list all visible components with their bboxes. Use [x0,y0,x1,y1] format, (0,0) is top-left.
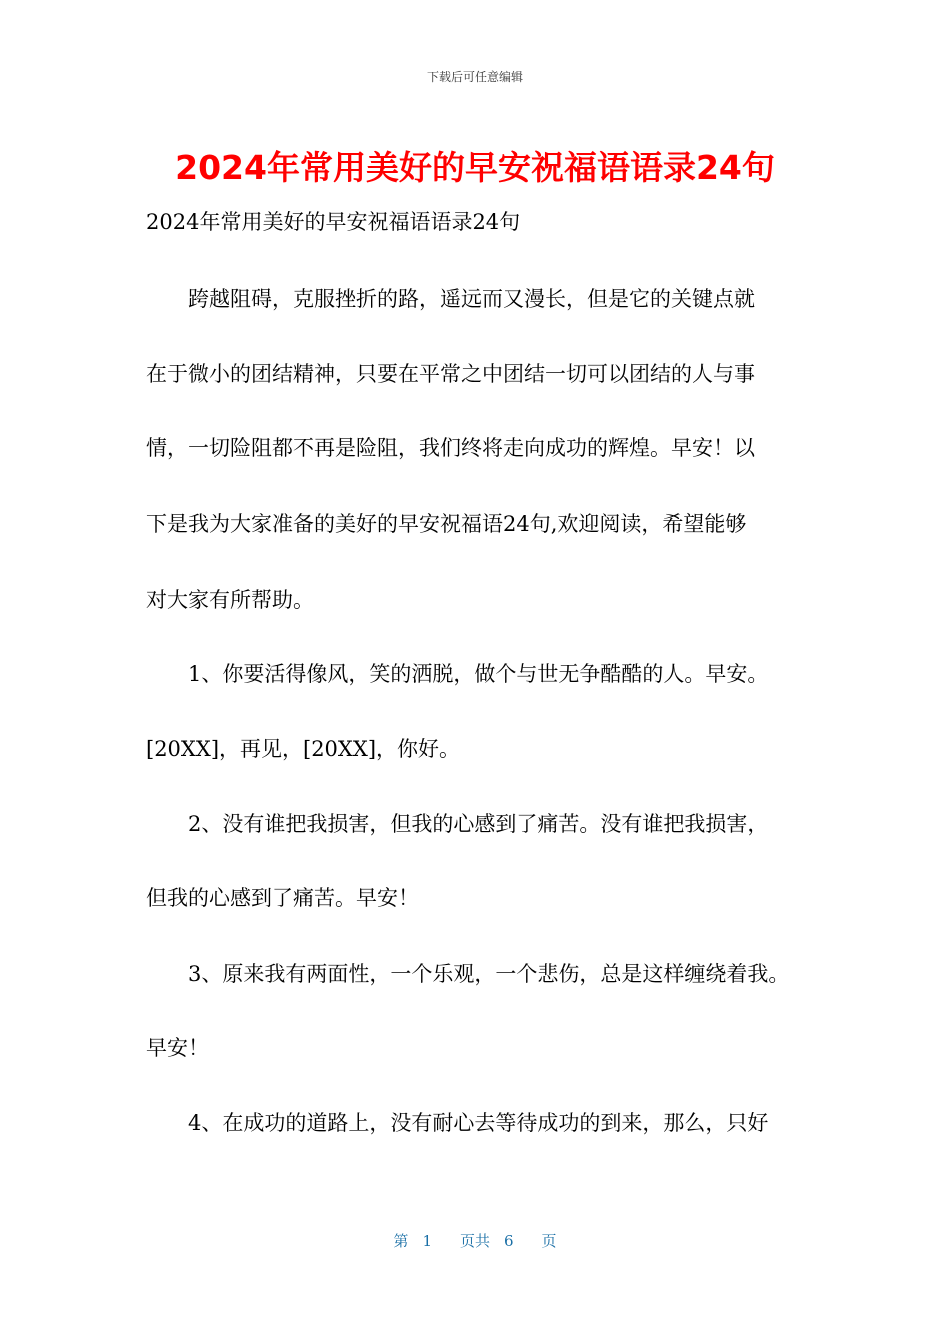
paragraph-line: 4、在成功的道路上，没有耐心去等待成功的到来，那么，只好 [146,1111,769,1135]
paragraph-line: 在于微小的团结精神，只要在平常之中团结一切可以团结的人与事 [146,362,755,386]
paragraph-line: 1、你要活得像风，笑的洒脱，做个与世无争酷酷的人。早安。 [146,662,769,686]
paragraph-line: 3、原来我有两面性，一个乐观，一个悲伤，总是这样缠绕着我。 [146,962,790,986]
document-title: 2024年常用美好的早安祝福语语录24句 [175,148,775,187]
footer-total-pages: 6 [504,1232,514,1250]
paragraph-line: 2、没有谁把我损害，但我的心感到了痛苦。没有谁把我损害， [146,812,769,836]
paragraph-line: 对大家有所帮助。 [146,588,314,612]
page-footer [0,1230,950,1251]
footer-page-prefix: 第 [393,1232,409,1250]
footer-page-suffix: 页 [541,1232,557,1250]
document-subtitle: 2024年常用美好的早安祝福语语录24句 [146,210,521,234]
paragraph-line: 情，一切险阻都不再是险阻，我们终将走向成功的辉煌。早安！以 [146,436,755,460]
paragraph-line: [20XX]，再见，[20XX]，你好。 [146,737,461,761]
header-note: 下载后可任意编辑 [426,70,523,84]
paragraph-line: 但我的心感到了痛苦。早安！ [146,886,419,910]
paragraph-line: 跨越阻碍，克服挫折的路，遥远而又漫长，但是它的关键点就 [146,287,755,311]
footer-current-page: 1 [422,1232,432,1250]
footer-page-mid: 页共 [459,1232,490,1250]
paragraph-line: 下是我为大家准备的美好的早安祝福语24句,欢迎阅读，希望能够 [146,512,747,536]
paragraph-line: 早安！ [146,1036,209,1060]
